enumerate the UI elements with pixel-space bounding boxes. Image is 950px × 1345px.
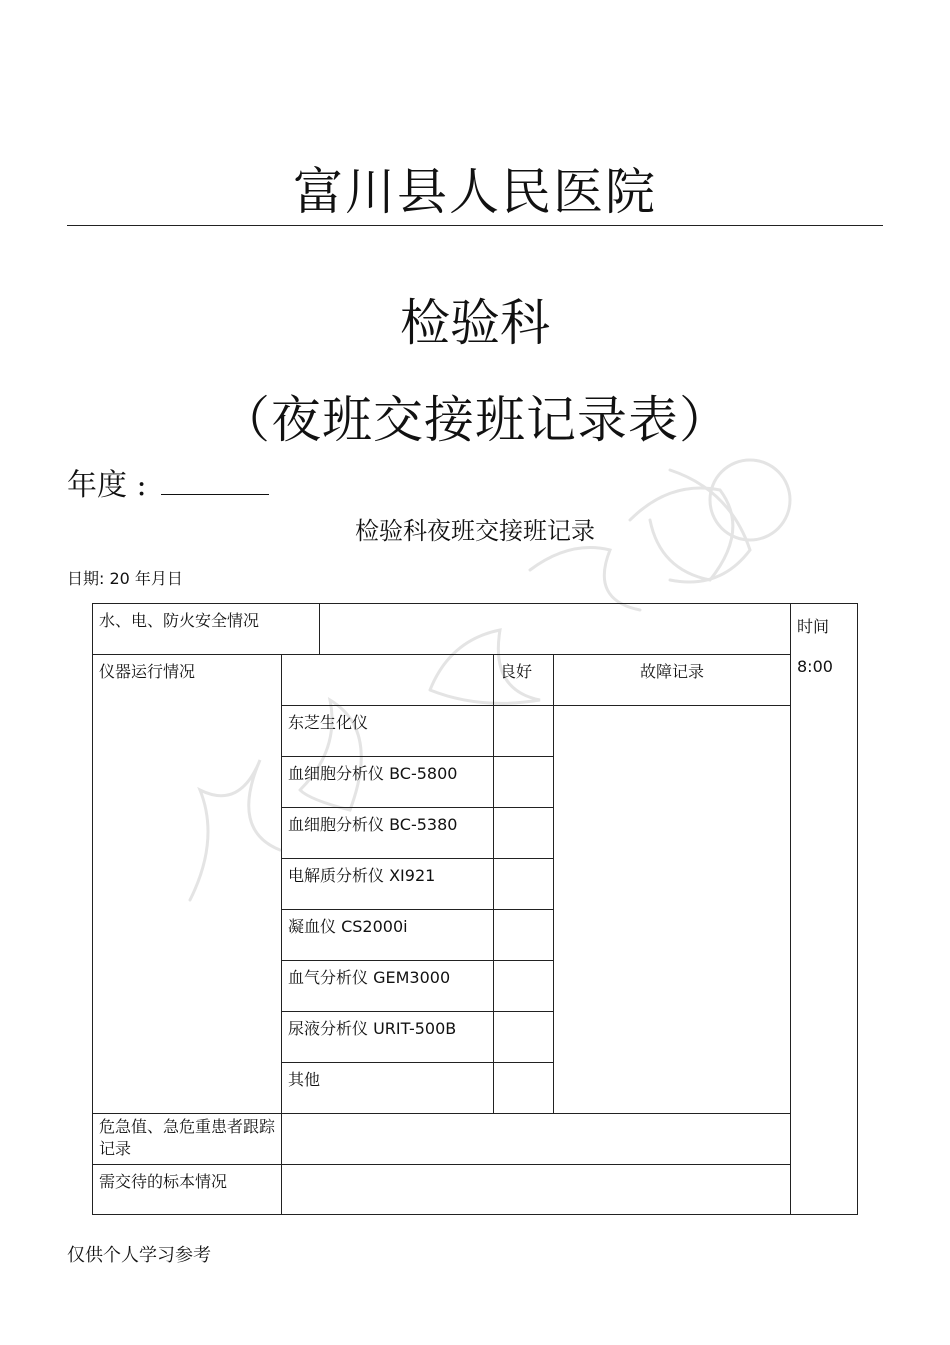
instrument-row: 其他	[281, 1062, 494, 1114]
good-check-cell[interactable]	[493, 858, 554, 910]
critical-label: 危急值、急危重患者跟踪记录	[92, 1113, 282, 1165]
good-check-cell[interactable]	[493, 1062, 554, 1114]
good-check-cell[interactable]	[493, 1011, 554, 1063]
time-value: 8:00	[797, 657, 833, 676]
fault-header: 故障记录	[553, 654, 791, 706]
instrument-row: 血细胞分析仪 BC-5380	[281, 807, 494, 859]
record-title: 检验科夜班交接班记录	[355, 517, 595, 545]
specimen-label: 需交待的标本情况	[92, 1164, 282, 1215]
year-blank-line	[161, 494, 269, 495]
safety-label: 水、电、防火安全情况	[92, 603, 320, 655]
instrument-label: 仪器运行情况	[92, 654, 282, 1114]
safety-value-cell[interactable]	[319, 603, 791, 655]
date-label: 日期: 20 年月日	[67, 569, 183, 588]
header-divider	[67, 225, 883, 226]
hospital-name: 富川县人民医院	[293, 163, 657, 221]
instrument-row: 血细胞分析仪 BC-5800	[281, 756, 494, 808]
department-title: 检验科	[400, 294, 550, 352]
year-label: 年度 :	[67, 468, 147, 503]
form-subtitle: （夜班交接班记录表）	[220, 391, 730, 449]
time-column	[790, 603, 858, 1215]
good-header: 良好	[493, 654, 554, 706]
instrument-row: 凝血仪 CS2000i	[281, 909, 494, 961]
specimen-value-cell[interactable]	[281, 1164, 791, 1215]
instrument-row: 血气分析仪 GEM3000	[281, 960, 494, 1012]
instrument-header-blank	[281, 654, 494, 706]
good-check-cell[interactable]	[493, 807, 554, 859]
good-check-cell[interactable]	[493, 960, 554, 1012]
instrument-row: 电解质分析仪 XI921	[281, 858, 494, 910]
good-check-cell[interactable]	[493, 756, 554, 808]
instrument-row: 尿液分析仪 URIT-500B	[281, 1011, 494, 1063]
fault-record-cell[interactable]	[553, 705, 791, 1114]
time-header: 时间	[797, 617, 830, 636]
critical-value-cell[interactable]	[281, 1113, 791, 1165]
instrument-row: 东芝生化仪	[281, 705, 494, 757]
good-check-cell[interactable]	[493, 909, 554, 961]
good-check-cell[interactable]	[493, 705, 554, 757]
footer-note: 仅供个人学习参考	[67, 1245, 211, 1266]
